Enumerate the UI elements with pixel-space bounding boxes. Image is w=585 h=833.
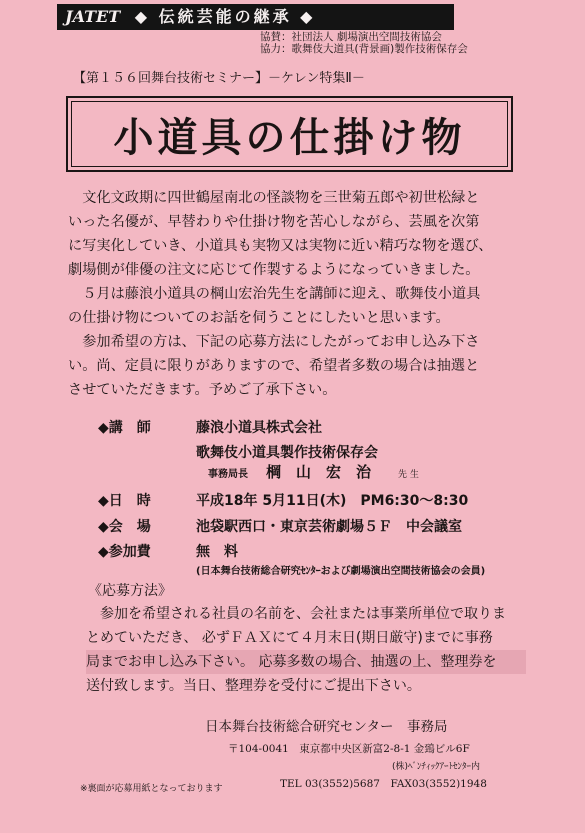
venue-label: ◆会 場 xyxy=(98,519,151,535)
seminar-heading: 【第１５６回舞台技術セミナー】－ケレン特集Ⅱ－ xyxy=(73,71,365,86)
fee-value: 無 料 xyxy=(196,544,238,560)
intro-line: させていただきます。予めご了承下さい。 xyxy=(68,382,337,398)
intro-line: 劇場側が俳優の注文に応じて作製するようになっていきました。 xyxy=(68,262,480,278)
intro-line: いった名優が、早替わりや仕掛け物を苦心しながら、芸風を次第 xyxy=(68,214,480,230)
intro-line: 参加希望の方は、下記の応募方法にしたがってお申し込み下さ xyxy=(68,334,480,350)
footnote: ※裏面が応募用紙となっております xyxy=(80,784,223,794)
application-line: とめていただき、 必ずＦＡＸにて４月末日(期日厳守)までに事務 xyxy=(86,630,493,646)
title-box xyxy=(66,96,513,172)
date-value: 平成18年 5月11日(木) PM6:30～8:30 xyxy=(196,493,469,509)
application-text xyxy=(86,602,526,698)
lecturer-row xyxy=(98,417,322,439)
intro-line: の仕掛け物についてのお話を伺うことにしたいと思います。 xyxy=(68,310,450,326)
fee-label: ◆参加費 xyxy=(98,544,151,560)
venue-value: 池袋駅西口・東京芸術劇場５Ｆ 中会議室 xyxy=(196,519,462,535)
lecturer-suffix: 先 生 xyxy=(398,470,419,480)
intro-line: 文化文政期に四世鶴屋南北の怪談物を三世菊五郎や初世松緑と xyxy=(68,190,480,206)
organizer-name: 日本舞台技術総合研究センター 事務局 xyxy=(205,719,448,735)
lecturer-name: 棡 山 宏 治 xyxy=(266,463,372,481)
application-line: 局までお申し込み下さい。 応募多数の場合、抽選の上、整理券を xyxy=(86,650,526,674)
fee-row xyxy=(98,541,238,563)
date-label: ◆日 時 xyxy=(98,493,151,509)
banner-title: ◆ 伝統芸能の継承 ◆ xyxy=(134,7,316,26)
lecturer-role: 事務局長 xyxy=(208,469,248,480)
cooperation-line: 協力：歌舞伎大道具(背景画)製作技術保存会 xyxy=(260,43,468,55)
jatet-logo: JATET xyxy=(65,7,121,26)
lecturer-org2: 歌舞伎小道具製作技術保存会 xyxy=(196,445,378,461)
intro-line: ５月は藤浪小道具の棡山宏治先生を講師に迎え、歌舞伎小道具 xyxy=(68,286,481,302)
page-title: 小道具の仕掛け物 xyxy=(71,101,508,167)
header-banner xyxy=(57,4,454,30)
application-heading: 《応募方法》 xyxy=(88,583,172,599)
organizer-address: 〒104-0041 東京都中央区新富2-8-1 金鵄ビル6F xyxy=(228,743,470,755)
organizer-address2: (株)ﾍﾞﾝﾁｨｯｸｱｰﾄｾﾝﾀｰ内 xyxy=(392,762,481,772)
intro-text xyxy=(68,186,538,402)
date-row xyxy=(98,490,469,512)
venue-row xyxy=(98,516,462,538)
fee-note: (日本舞台技術総合研究ｾﾝﾀｰおよび劇場演出空間技術協会の会員) xyxy=(196,566,486,577)
application-line: 参加を希望される社員の名前を、会社または事業所単位で取りま xyxy=(86,606,506,622)
application-line: 送付致します。当日、整理券を受付にご提出下さい。 xyxy=(86,678,421,694)
sponsor-line: 協賛：社団法人 劇場演出空間技術協会 xyxy=(260,31,442,43)
intro-line: に写実化していき、小道具も実物又は実物に近い精巧な物を選び、 xyxy=(68,238,493,254)
lecturer-org1: 藤浪小道具株式会社 xyxy=(196,420,322,436)
intro-line: い。尚、定員に限りがありますので、希望者多数の場合は抽選と xyxy=(68,358,480,374)
lecturer-label: ◆講 師 xyxy=(98,420,151,436)
organizer-contact: TEL 03(3552)5687 FAX03(3552)1948 xyxy=(280,778,487,790)
